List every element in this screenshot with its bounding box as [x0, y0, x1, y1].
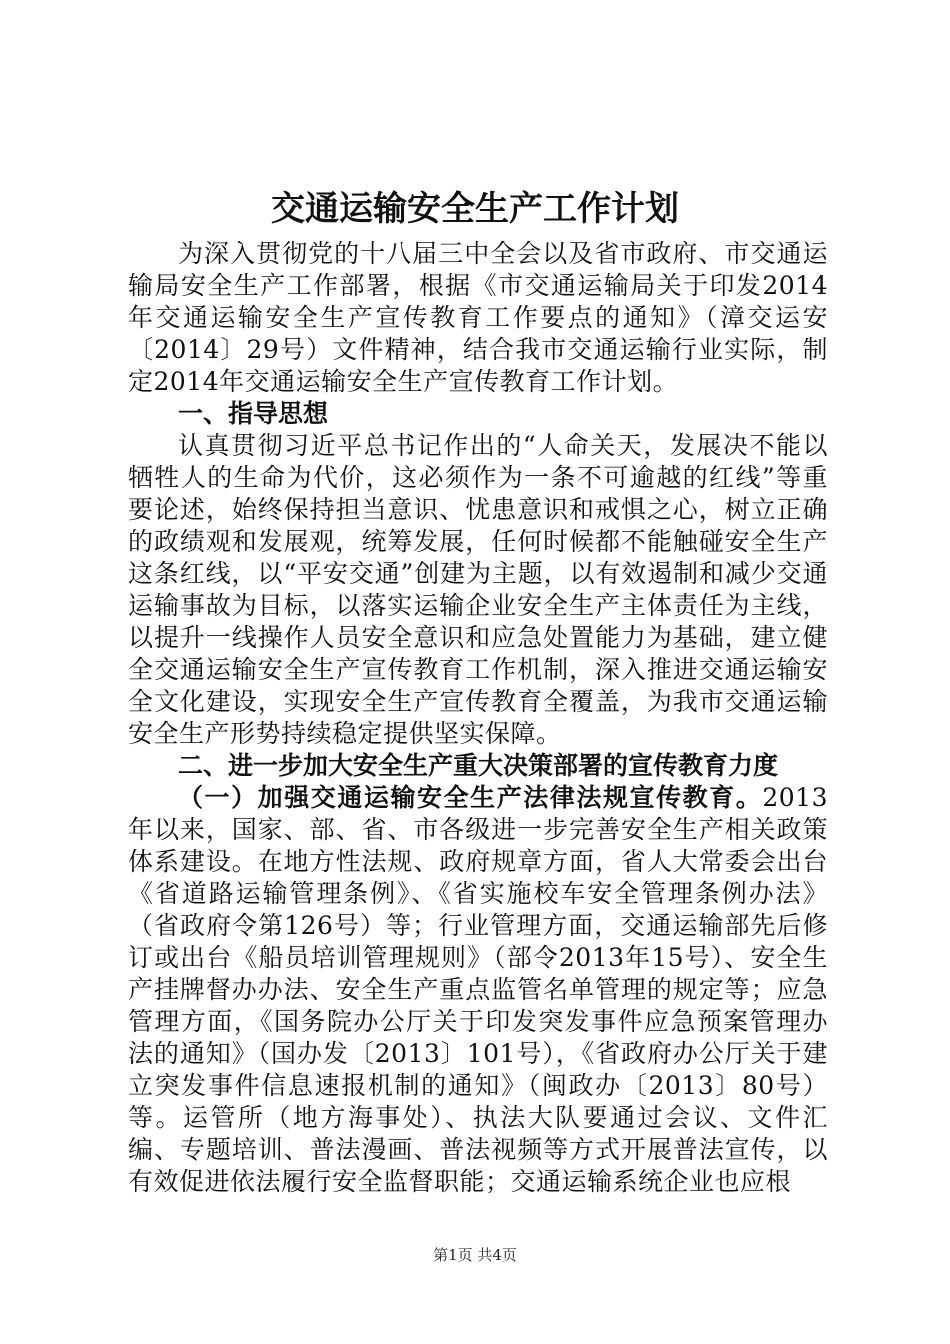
- subsection-lead-laws: （一）加强交通运输安全生产法律法规宣传教育。: [178, 783, 763, 812]
- subsection-paragraph-laws: [128, 782, 828, 1198]
- page-number-footer: 第1页 共4页: [433, 1246, 517, 1264]
- section-heading-publicity: 二、进一步加大安全生产重大决策部署的宣传教育力度: [178, 751, 779, 780]
- subsection-text-laws: 2013年以来，国家、部、省、市各级进一步完善安全生产相关政策体系建设。在地方性法规、政府规章方面，省人大常委会出台《省道路运输管理条例》、《省实施校车安全管理条例办法》（省政府令第126号）等；行业管理方面，交通运输部先后修订或出台《船员培训管理规则》（部令2013年15号）、安全生产挂牌督办办法、安全生产重点监管名单管理的规定等；应急管理方面，《国务院办公厅关于印发突发事件应急预案管理办法的通知》（国办发〔2013〕101号），《省政府办公厅关于建立突发事件信息速报机制的通知》（闽政办〔2013〕80号）等。运管所（地方海事处）、执法大队要通过会议、文件汇编、专题培训、普法漫画、普法视频等方式开展普法宣传，以有效促进依法履行安全监督职能；交通运输系统企业也应根: [128, 783, 828, 1196]
- section-heading-guiding-thought: 一、指导思想: [178, 399, 329, 428]
- document-title: 交通运输安全生产工作计划: [271, 189, 679, 229]
- guiding-thought-paragraph: 认真贯彻习近平总书记作出的“人命关天，发展决不能以牺牲人的生命为代价，这必须作为一条不可逾越的红线”等重要论述，始终保持担当意识、忧患意识和戒惧之心，树立正确的政绩观和发展观，统筹发展，任何时候都不能触碰安全生产这条红线，以“平安交通”创建为主题，以有效遏制和减少交通运输事故为目标，以落实运输企业安全生产主体责任为主线，以提升一线操作人员安全意识和应急处置能力为基础，建立健全交通运输安全生产宣传教育工作机制，深入推进交通运输安全文化建设，实现安全生产宣传教育全覆盖，为我市交通运输安全生产形势持续稳定提供坚实保障。: [128, 431, 828, 748]
- document-body: [128, 238, 828, 1198]
- intro-paragraph: 为深入贯彻党的十八届三中全会以及省市政府、市交通运输局安全生产工作部署，根据《市交通运输局关于印发2014年交通运输安全生产宣传教育工作要点的通知》（漳交运安〔2014〕29号）文件精神，结合我市交通运输行业实际，制定2014年交通运输安全生产宣传教育工作计划。: [128, 239, 828, 396]
